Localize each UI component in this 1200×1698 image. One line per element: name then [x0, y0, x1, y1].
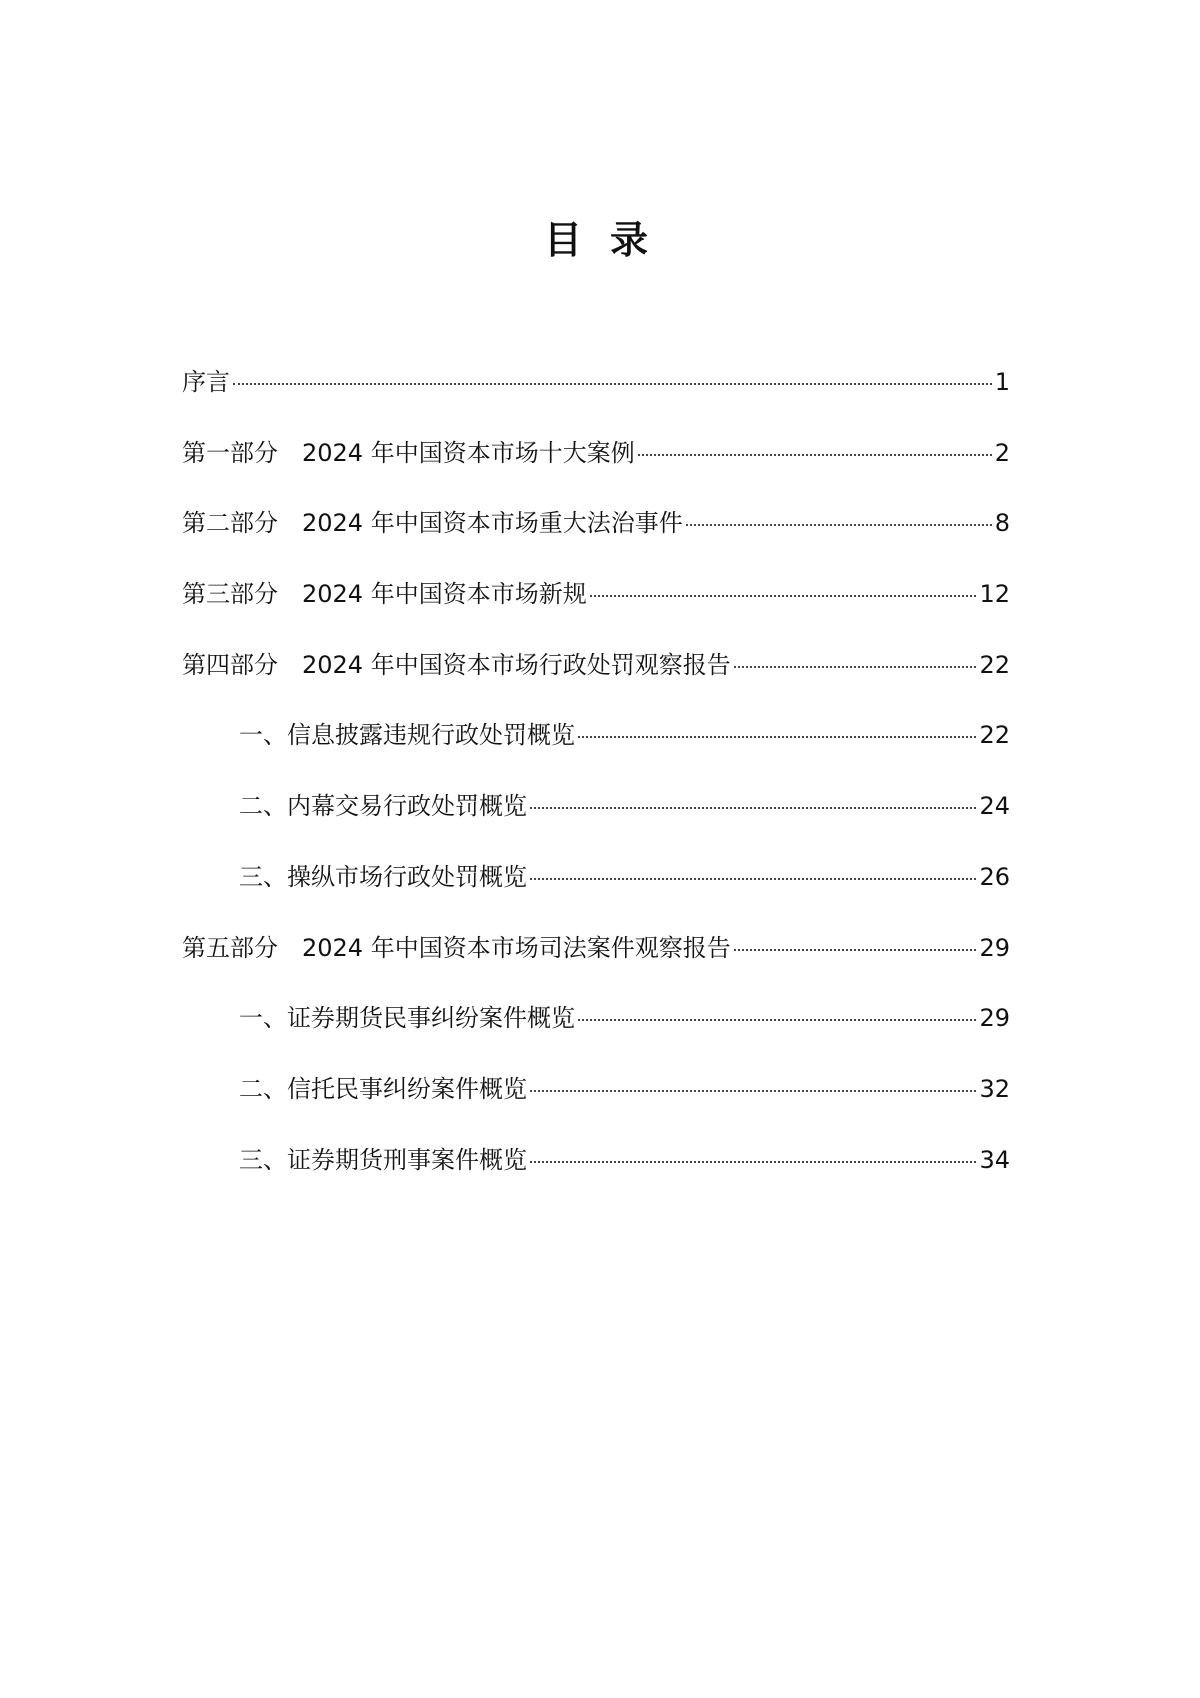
toc-page-number: 12 [979, 580, 1010, 609]
toc-page-number: 32 [979, 1074, 1010, 1103]
toc-entry-label: 第一部分 2024 年中国资本市场十大案例 [182, 438, 635, 467]
toc-entry-label: 第三部分 2024 年中国资本市场新规 [182, 580, 587, 609]
toc-entry[interactable] [182, 576, 1010, 647]
toc-entry-label: 第二部分 2024 年中国资本市场重大法治事件 [182, 509, 683, 538]
toc-page-number: 29 [979, 933, 1010, 962]
toc-entry-label: 第四部分 2024 年中国资本市场行政处罚观察报告 [182, 650, 731, 679]
toc-page-number: 22 [979, 721, 1010, 750]
toc-page-number: 24 [979, 792, 1010, 821]
toc-subentry[interactable] [182, 1071, 1010, 1142]
toc-subentry[interactable] [182, 717, 1010, 788]
dot-leader [530, 1090, 976, 1092]
dot-leader [578, 736, 976, 738]
toc-entry-label: 一、证券期货民事纠纷案件概览 [239, 1004, 575, 1033]
dot-leader [686, 524, 992, 526]
dot-leader [638, 454, 992, 456]
toc-entry-label: 一、信息披露违规行政处罚概览 [239, 721, 575, 750]
dot-leader [233, 383, 992, 385]
toc-subentry[interactable] [182, 1000, 1010, 1071]
toc-entry-label: 序言 [182, 368, 230, 396]
toc-entry[interactable] [182, 930, 1010, 1001]
toc-page-number: 2 [994, 438, 1010, 467]
dot-leader [734, 949, 977, 951]
dot-leader [530, 878, 976, 880]
dot-leader [578, 1019, 976, 1021]
dot-leader [530, 1161, 976, 1163]
table-of-contents [182, 364, 1010, 1212]
toc-entry[interactable] [182, 364, 1010, 435]
page-title: 目录 [543, 218, 676, 262]
dot-leader [590, 595, 977, 597]
toc-entry-label: 二、信托民事纠纷案件概览 [239, 1074, 527, 1103]
toc-entry[interactable] [182, 435, 1010, 506]
toc-page-number: 29 [979, 1004, 1010, 1033]
toc-entry-label: 第五部分 2024 年中国资本市场司法案件观察报告 [182, 933, 731, 962]
toc-entry[interactable] [182, 505, 1010, 576]
toc-page-number: 22 [979, 650, 1010, 679]
dot-leader [734, 666, 977, 668]
toc-page-number: 8 [994, 509, 1010, 538]
toc-subentry[interactable] [182, 788, 1010, 859]
toc-page-number: 1 [994, 368, 1010, 396]
toc-entry-label: 三、操纵市场行政处罚概览 [239, 862, 527, 891]
toc-subentry[interactable] [182, 859, 1010, 930]
toc-page-number: 26 [979, 862, 1010, 891]
dot-leader [530, 807, 976, 809]
toc-page-number: 34 [979, 1145, 1010, 1174]
toc-entry-label: 三、证券期货刑事案件概览 [239, 1145, 527, 1174]
toc-entry-label: 二、内幕交易行政处罚概览 [239, 792, 527, 821]
toc-entry[interactable] [182, 647, 1010, 718]
toc-subentry[interactable] [182, 1142, 1010, 1213]
